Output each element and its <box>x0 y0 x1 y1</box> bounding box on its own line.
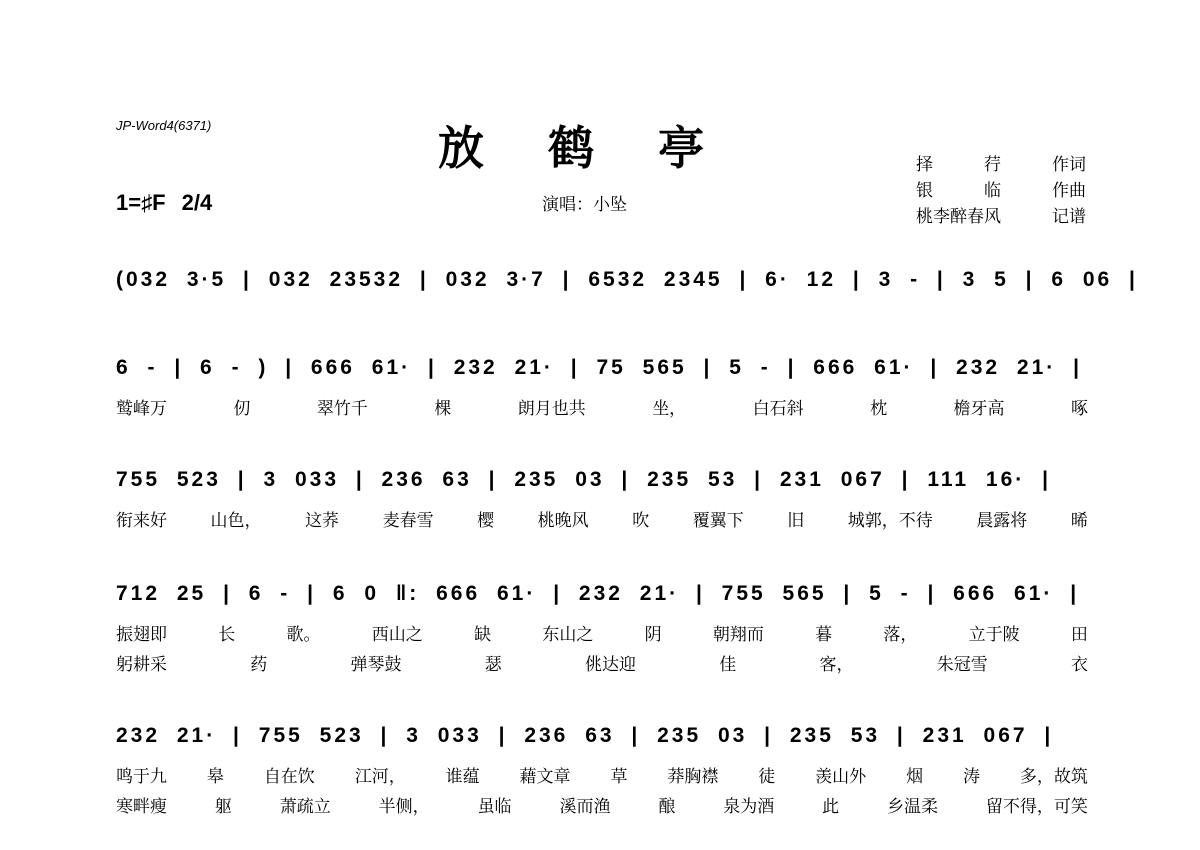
notation-text: 712 25 | 6 - | 6 0 ‖: 666 61· | 232 21· | 755 565 | 5 - | 666 61· | <box>116 582 1080 605</box>
lyric-word: 江河， <box>354 767 406 787</box>
lyricist-credit <box>916 150 1086 175</box>
singer-credit: 演唱：小坠 <box>542 195 627 215</box>
lyric-word: 草 <box>610 767 628 787</box>
lyric-word: 佳 <box>719 655 737 675</box>
software-watermark: JP-Word4(6371) <box>116 118 212 133</box>
lyric-word: 吹 <box>632 511 650 531</box>
lyric-word: 衔来好 <box>116 511 167 531</box>
lyric-word: 乡温柔 <box>887 797 939 817</box>
credit-role: 记谱 <box>1052 207 1086 227</box>
lyric-word: 麦春雪 <box>382 511 434 531</box>
lyric-word: 酿 <box>658 797 676 817</box>
lyric-row <box>116 762 1088 787</box>
lyric-word: 覆翼下 <box>692 511 744 531</box>
credit-role: 作曲 <box>1052 181 1086 201</box>
lyric-word: 立于陂 <box>968 625 1020 645</box>
song-title: 放鹤亭 <box>438 121 768 175</box>
notation-row <box>116 462 1088 498</box>
lyric-word: 客， <box>819 655 854 675</box>
lyric-row <box>116 506 1088 531</box>
lyric-word: 朝翔而 <box>712 625 764 645</box>
lyric-word: 田 <box>1070 625 1088 645</box>
lyric-word: 檐牙高 <box>953 399 1005 419</box>
lyric-word: 弹琴鼓 <box>350 655 402 675</box>
score-line-4 <box>116 576 1088 688</box>
credit-role: 作词 <box>1052 155 1086 175</box>
notation-row <box>116 262 1138 298</box>
lyric-word: 鹫峰万 <box>116 399 167 419</box>
lyric-word: 羡山外 <box>815 767 867 787</box>
lyric-word: 阴 <box>644 625 662 645</box>
lyric-word: 躬耕采 <box>116 655 167 675</box>
lyric-word: 留不得，可笑 <box>985 797 1088 817</box>
lyric-word: 西山之 <box>371 625 423 645</box>
lyric-word: 皋 <box>206 767 224 787</box>
lyric-word: 东山之 <box>542 625 594 645</box>
lyric-word: 寒畔瘦 <box>116 797 167 817</box>
lyric-word: 烟 <box>906 767 924 787</box>
lyric-word: 桃晚风 <box>537 511 589 531</box>
credit-name: 择 荇 <box>916 155 1001 175</box>
notation-text: 755 523 | 3 033 | 236 63 | 235 03 | 235 53 | 231 067 | 111 16· | <box>116 468 1051 491</box>
lyric-word: 翠竹千 <box>316 399 368 419</box>
score-line-3 <box>116 462 1088 574</box>
notation-row <box>116 350 1088 386</box>
lyric-word: 暮 <box>815 625 833 645</box>
lyric-word: 躯 <box>214 797 232 817</box>
score-line-5 <box>116 718 1088 830</box>
lyric-word: 泉为酒 <box>723 797 775 817</box>
lyric-word: 朗月也共 <box>517 399 586 419</box>
lyric-word: 晨露将 <box>976 511 1028 531</box>
lyric-word: 歌。 <box>286 625 321 645</box>
lyric-word: 佻达迎 <box>585 655 636 675</box>
notation-text: 232 21· | 755 523 | 3 033 | 236 63 | 235 03 | 235 53 | 231 067 | <box>116 724 1054 747</box>
score-line-2 <box>116 350 1088 462</box>
lyric-word: 旧 <box>787 511 805 531</box>
notation-text: (032 3·5 | 032 23532 | 032 3·7 | 6532 2345 | 6· 12 | 3 - | 3 5 | 6 06 | <box>116 268 1138 291</box>
lyric-word: 萧疏立 <box>279 797 331 817</box>
credit-name: 银 临 <box>916 181 1001 201</box>
lyric-word: 晞 <box>1070 511 1088 531</box>
credit-name: 桃李醉春风 <box>916 207 1001 227</box>
lyric-word: 溪而渔 <box>559 797 611 817</box>
lyric-word: 城郭，不待 <box>847 511 933 531</box>
lyric-row <box>116 620 1088 645</box>
lyric-word: 朱冠雪 <box>936 655 988 675</box>
lyric-word: 仞 <box>233 399 251 419</box>
notation-text: 6 - | 6 - ) | 666 61· | 232 21· | 75 565 | 5 - | 666 61· | 232 21· | <box>116 356 1082 379</box>
transcriber-credit <box>916 202 1086 227</box>
lyric-word: 衣 <box>1071 655 1088 675</box>
notation-row <box>116 576 1088 612</box>
notation-row <box>116 718 1088 754</box>
lyric-word: 樱 <box>477 511 495 531</box>
lyric-word: 莽胸襟 <box>667 767 719 787</box>
key-time-signature <box>116 190 212 216</box>
lyric-word: 枕 <box>870 399 888 419</box>
key-signature: 1=♯F <box>116 190 166 215</box>
lyric-word: 半侧， <box>378 797 430 817</box>
lyric-word: 谁蕴 <box>445 767 480 787</box>
lyric-row <box>116 394 1088 419</box>
lyric-word: 振翅即 <box>116 625 167 645</box>
lyric-word: 长 <box>218 625 236 645</box>
lyric-word: 这荞 <box>305 511 340 531</box>
lyric-word: 缺 <box>474 625 492 645</box>
lyric-word: 落， <box>883 625 918 645</box>
lyric-word: 药 <box>250 655 268 675</box>
lyric-word: 自在饮 <box>263 767 315 787</box>
lyric-word: 坐， <box>652 399 687 419</box>
lyric-word: 涛 <box>962 767 980 787</box>
lyric-word: 啄 <box>1070 399 1088 419</box>
lyric-word: 藉文章 <box>519 767 571 787</box>
lyric-word: 瑟 <box>484 655 502 675</box>
lyric-word: 徒 <box>758 767 776 787</box>
lyric-row-2 <box>116 792 1088 817</box>
lyric-word: 多，故筑 <box>1019 767 1088 787</box>
lyric-word: 棵 <box>434 399 452 419</box>
lyric-word: 山色， <box>210 511 262 531</box>
lyric-word: 此 <box>822 797 840 817</box>
lyric-word: 鸣于九 <box>116 767 167 787</box>
lyric-row-2 <box>116 650 1088 675</box>
lyric-word: 虽临 <box>477 797 512 817</box>
time-signature: 2/4 <box>181 190 213 215</box>
composer-credit <box>916 176 1086 201</box>
lyric-word: 白石斜 <box>752 399 804 419</box>
